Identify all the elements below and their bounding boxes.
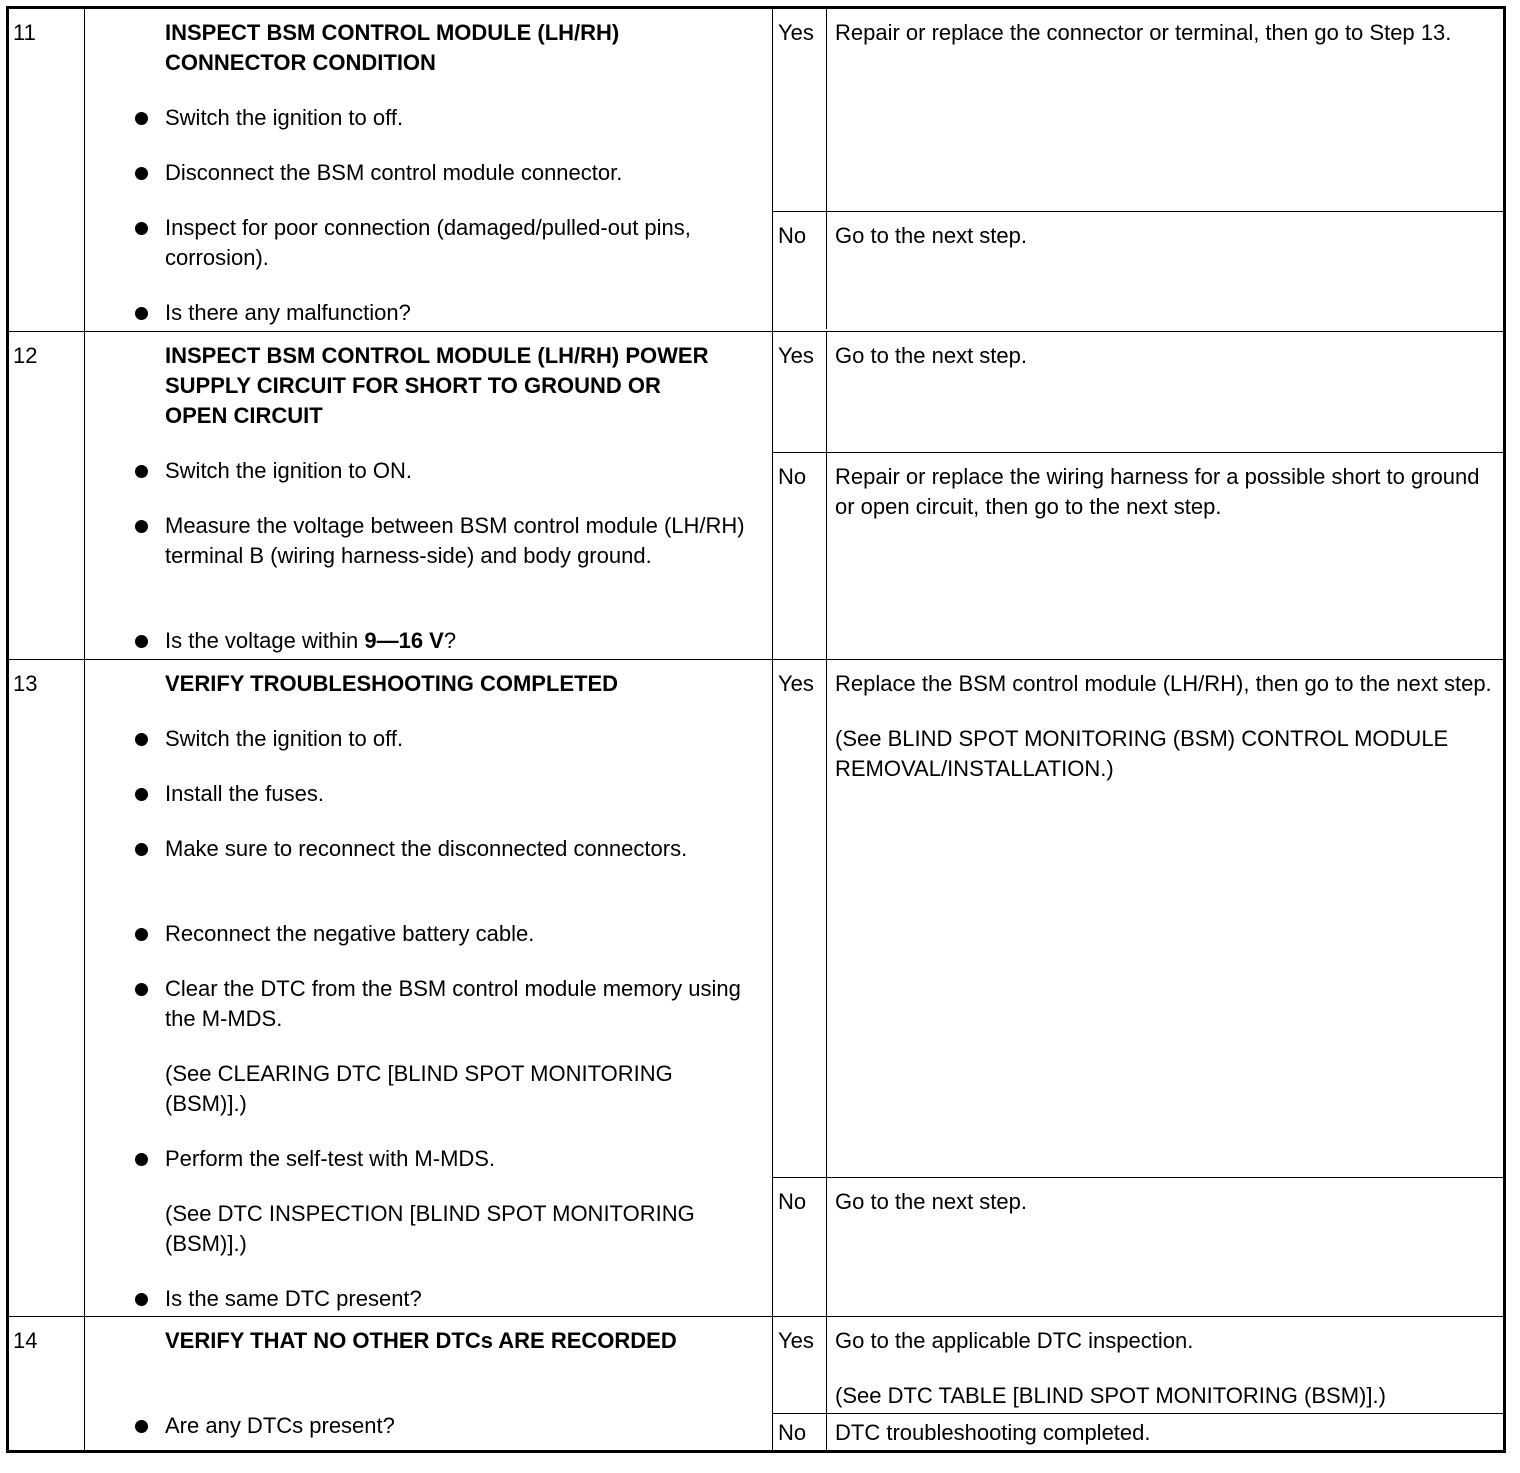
- step-bullet: Perform the self-test with M-MDS.: [165, 1144, 745, 1174]
- step-number: 12: [13, 343, 38, 368]
- no-action-text: Go to the next step.: [835, 223, 1028, 248]
- step-action-cell: [85, 9, 773, 331]
- no-action-text: DTC troubleshooting completed.: [835, 1420, 1151, 1445]
- no-action-text: Go to the next step.: [835, 1189, 1028, 1214]
- step-bullet: Is there any malfunction?: [165, 298, 745, 328]
- yes-label: Yes: [778, 1328, 814, 1353]
- yes-action-text: Go to the next step.: [835, 343, 1028, 368]
- step-number-cell: [9, 332, 85, 659]
- step-heading: INSPECT BSM CONTROL MODULE (LH/RH) CONNECTOR CONDITION: [165, 20, 620, 75]
- step-bullet: Are any DTCs present?: [165, 1411, 745, 1441]
- yes-action: [835, 18, 1493, 73]
- yes-result: [773, 332, 1503, 453]
- yes-action-text: Replace the BSM control module (LH/RH), then go to the next step.: [835, 671, 1492, 696]
- step-number-cell: [9, 660, 85, 1316]
- no-label-cell: [773, 1178, 827, 1317]
- no-label-cell: [773, 1414, 827, 1450]
- step-bullet: Install the fuses.: [165, 779, 745, 809]
- yes-label-cell: [773, 332, 827, 452]
- step-bullet: Reconnect the negative battery cable.: [165, 919, 745, 949]
- yes-label: Yes: [778, 671, 814, 696]
- step-result-cell: [773, 332, 1503, 659]
- step-action-cell: [85, 1317, 773, 1450]
- step-action-cell: [85, 332, 773, 659]
- no-action: [835, 1418, 1493, 1473]
- yes-action: [835, 341, 1493, 396]
- step-heading: VERIFY TROUBLESHOOTING COMPLETED: [165, 671, 619, 696]
- step-result-cell: [773, 9, 1503, 331]
- troubleshooting-table: [6, 6, 1506, 1453]
- no-label: No: [778, 1189, 807, 1214]
- step-reference-note: (See DTC INSPECTION [BLIND SPOT MONITORING (BSM)].): [165, 1201, 695, 1256]
- step-heading: VERIFY THAT NO OTHER DTCs ARE RECORDED: [165, 1328, 677, 1353]
- step-bullet: Make sure to reconnect the disconnected connectors.: [165, 834, 745, 864]
- yes-reference-note: (See DTC TABLE [BLIND SPOT MONITORING (BSM)].): [835, 1383, 1386, 1408]
- step-number-cell: [9, 9, 85, 331]
- step-bullet: Is the same DTC present?: [165, 1284, 745, 1314]
- step-number: 13: [13, 671, 38, 696]
- yes-reference-note: (See BLIND SPOT MONITORING (BSM) CONTROL MODULE REMOVAL/INSTALLATION.): [835, 726, 1449, 781]
- voltage-spec: 9—16 V: [364, 628, 444, 653]
- yes-label-cell: [773, 660, 827, 1177]
- no-label: No: [778, 464, 807, 489]
- step-question: [165, 626, 745, 656]
- no-label-cell: [773, 212, 827, 329]
- step-row-13: [9, 660, 1503, 1317]
- yes-result: [773, 660, 1503, 1178]
- no-label-cell: [773, 453, 827, 660]
- step-number-cell: [9, 1317, 85, 1450]
- step-result-cell: [773, 660, 1503, 1316]
- no-action: [835, 1187, 1493, 1242]
- step-heading: INSPECT BSM CONTROL MODULE (LH/RH) POWER SUPPLY CIRCUIT FOR SHORT TO GROUND OR OPEN CIRCUIT: [165, 343, 709, 428]
- no-action: [835, 221, 1493, 276]
- no-result: [773, 453, 1503, 660]
- step-result-cell: [773, 1317, 1503, 1450]
- step-row-12: [9, 332, 1503, 660]
- step-bullet: Inspect for poor connection (damaged/pulled-out pins, corrosion).: [165, 213, 745, 273]
- yes-label: Yes: [778, 343, 814, 368]
- step-bullet: Switch the ignition to off.: [165, 103, 745, 133]
- step-bullet: Switch the ignition to ON.: [165, 456, 745, 486]
- yes-action-text: Go to the applicable DTC inspection.: [835, 1328, 1194, 1353]
- no-label: No: [778, 1420, 807, 1445]
- yes-action: [835, 669, 1493, 809]
- step-action-cell: [85, 660, 773, 1316]
- no-action-text: Repair or replace the wiring harness for a possible short to ground or open circuit, then go to the next step.: [835, 464, 1480, 519]
- no-result: [773, 1414, 1503, 1450]
- no-result: [773, 212, 1503, 329]
- no-action: [835, 462, 1493, 547]
- yes-result: [773, 9, 1503, 212]
- step-number: 14: [13, 1328, 38, 1353]
- step-row-11: [9, 9, 1503, 332]
- no-label: No: [778, 223, 807, 248]
- yes-action-text: Repair or replace the connector or terminal, then go to Step 13.: [835, 20, 1452, 45]
- step-bullet: Switch the ignition to off.: [165, 724, 745, 754]
- step-bullet: Measure the voltage between BSM control module (LH/RH) terminal B (wiring harness-side) and body ground.: [165, 511, 745, 571]
- step-number: 11: [13, 20, 36, 45]
- step-row-14: [9, 1317, 1503, 1450]
- question-suffix: ?: [443, 628, 457, 653]
- step-bullet: Clear the DTC from the BSM control module memory using the M-MDS.: [165, 974, 745, 1034]
- step-bullet: Disconnect the BSM control module connector.: [165, 158, 745, 188]
- yes-label-cell: [773, 1317, 827, 1413]
- yes-result: [773, 1317, 1503, 1414]
- question-prefix: Is the voltage within: [165, 628, 365, 653]
- yes-label-cell: [773, 9, 827, 211]
- no-result: [773, 1178, 1503, 1317]
- yes-label: Yes: [778, 20, 814, 45]
- step-reference-note: (See CLEARING DTC [BLIND SPOT MONITORING (BSM)].): [165, 1061, 673, 1116]
